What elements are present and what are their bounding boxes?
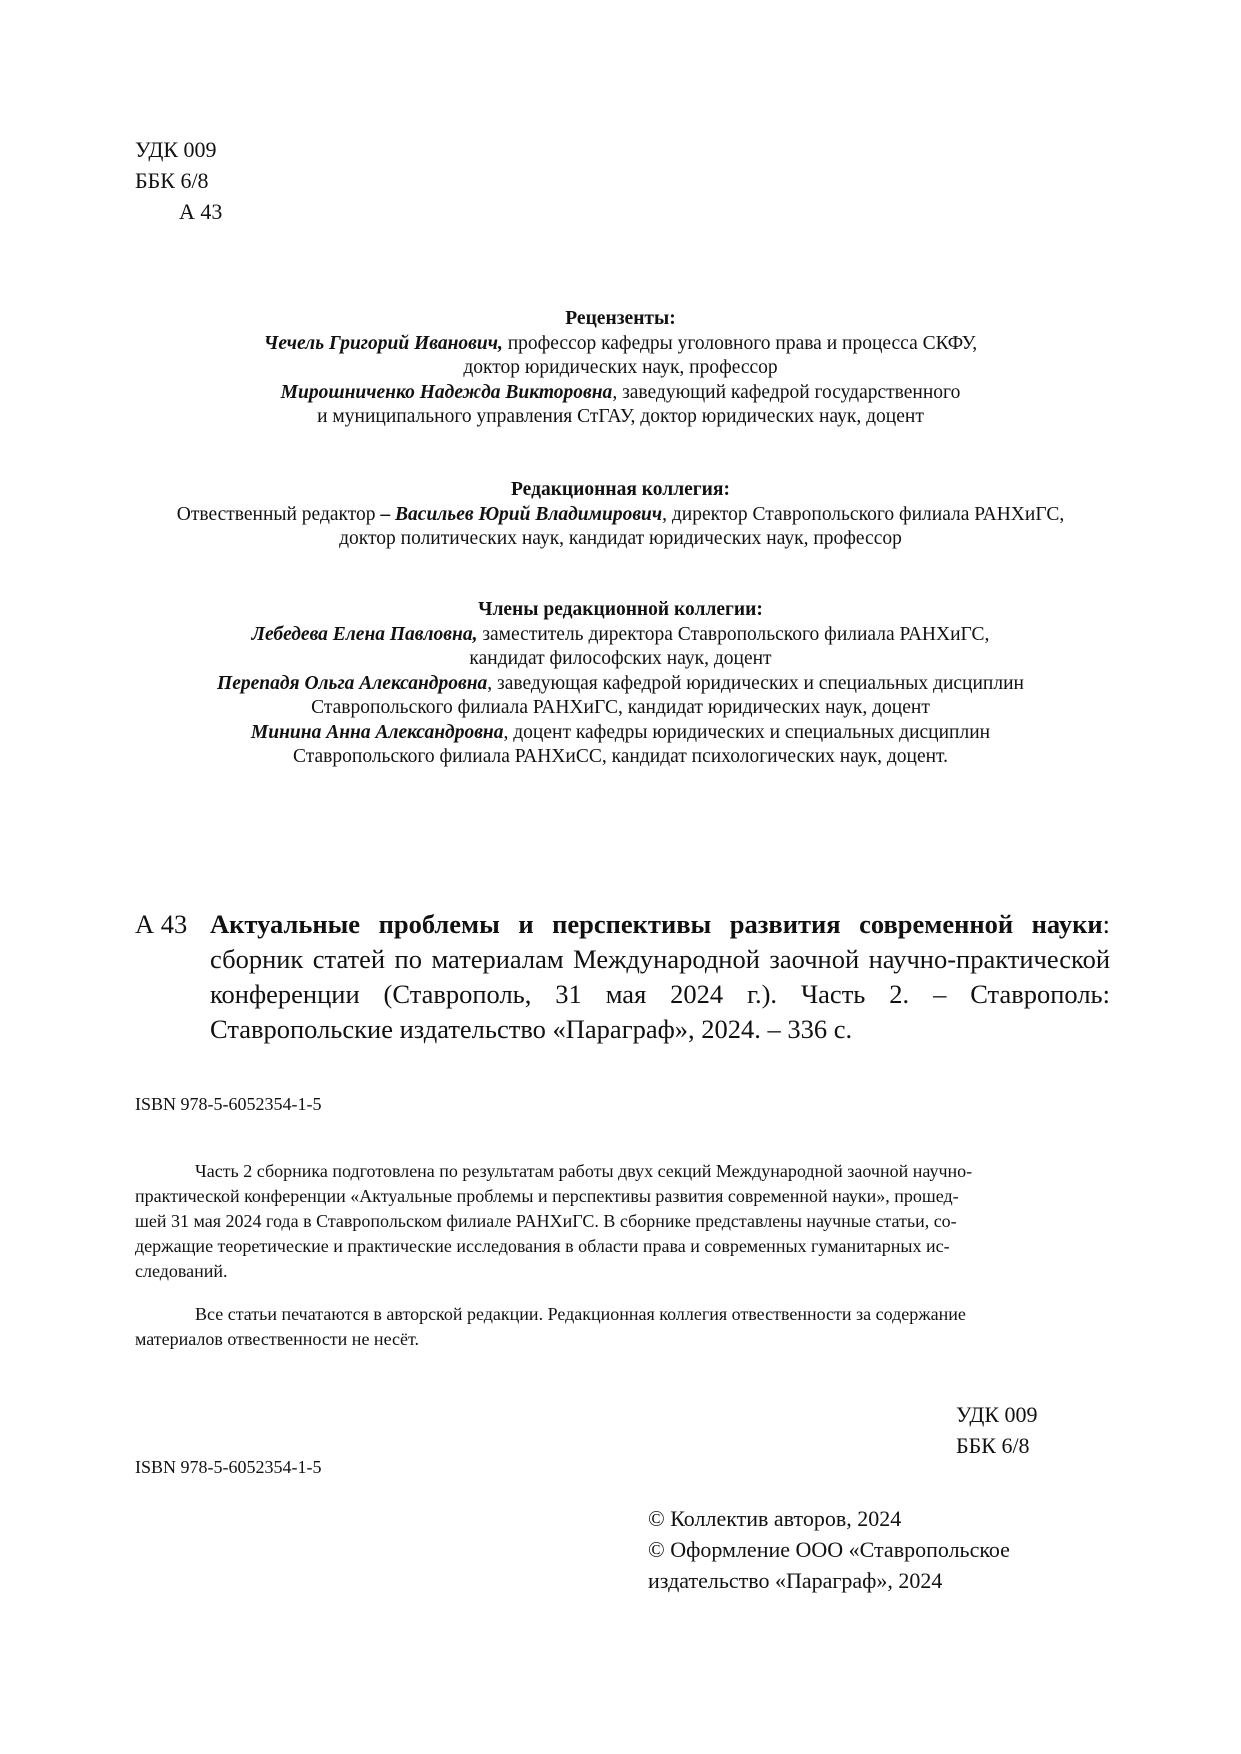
- description-paragraph-1: [135, 1159, 1098, 1284]
- member-3-line-1: Минина Анна Александровна, доцент кафедры юридических и специальных дисциплин: [250, 721, 991, 743]
- member-1-line-1: Лебедева Елена Павловна, заместитель директора Ставропольского филиала РАНХиГС,: [251, 623, 990, 645]
- member-2-line-1: Перепадя Ольга Александровна, заведующая кафедрой юридических и специальных дисциплин: [217, 672, 1024, 694]
- isbn-top: ISBN 978-5-6052354-1-5: [135, 1094, 322, 1114]
- editor-name: Васильев Юрий Владимирович: [390, 503, 663, 525]
- bbk-code: ББК 6/8: [135, 168, 209, 193]
- annotation-mark: А 43: [135, 909, 188, 939]
- reviewers-section: [0, 307, 1241, 430]
- description-line: держащие теоретические и практические исследования в области права и современных гуманитарных ис-: [135, 1236, 950, 1256]
- description-line: шей 31 мая 2024 года в Ставропольском филиале РАНХиГС. В сборнике представлены научные статьи, со-: [135, 1211, 957, 1231]
- editor-dash: –: [380, 503, 391, 525]
- copyright-line-1: © Коллектив авторов, 2024: [648, 1506, 902, 1531]
- reviewer-2-name: Мирошниченко Надежда Викторовна: [280, 381, 613, 403]
- author-mark: А 43: [179, 199, 223, 224]
- description-line: Все статьи печатаются в авторской редакции. Редакционная коллегия отвественности за содержание: [195, 1304, 966, 1324]
- member-2-line-2: Ставропольского филиала РАНХиГС, кандидат юридических наук, доцент: [311, 697, 930, 718]
- board-members-heading: Члены редакционной коллегии:: [478, 599, 763, 620]
- udk-code: УДК 009: [135, 137, 217, 162]
- member-1-line-2: кандидат философских наук, доцент: [469, 648, 772, 669]
- editorial-board-heading: Редакционная коллегия:: [511, 479, 730, 500]
- reviewer-2-line-2: и муниципального управления СтГАУ, доктор юридических наук, доцент: [317, 406, 924, 427]
- description-line: практической конференции «Актуальные проблемы и перспективы развития современной науки», прошед-: [135, 1186, 959, 1206]
- copyright-line-3: издательство «Параграф», 2024: [648, 1568, 943, 1593]
- reviewer-1-line-1: Чечель Григорий Иванович, профессор кафедры уголовного права и процесса СКФУ,: [263, 332, 978, 354]
- member-3-name: Минина Анна Александровна: [250, 721, 504, 743]
- footer-udk-code: УДК 009: [956, 1402, 1038, 1427]
- description-line: материалов отвественности не несёт.: [135, 1329, 419, 1349]
- board-members-section: [0, 598, 1241, 770]
- header-index: [135, 134, 222, 227]
- reviewer-1-name: Чечель Григорий Иванович,: [263, 332, 503, 354]
- member-3-line-2: Ставропольского филиала РАНХиСС, кандидат психологических наук, доцент.: [293, 746, 948, 767]
- copyright-line-2: © Оформление ООО «Ставропольское: [648, 1537, 1010, 1562]
- reviewer-2-line-1: Мирошниченко Надежда Викторовна, заведующий кафедрой государственного: [280, 381, 961, 403]
- footer-index: [956, 1399, 1038, 1461]
- annotation-rest: : сборник статей по материалам Международной заочной научно-практической конференции (Ставрополь, 31 мая 2024 г.). Часть 2. – Ставрополь: Ставропольские издательство «Параграф», 2024. – 336 с.: [210, 909, 1110, 1044]
- annotation-text: [210, 907, 1110, 1047]
- description-paragraph-2: [135, 1302, 1098, 1352]
- copyright-block: [648, 1503, 1010, 1596]
- footer-bbk-code: ББК 6/8: [956, 1433, 1030, 1458]
- annotation-title: Актуальные проблемы и перспективы развития современной науки: [210, 909, 1103, 939]
- description-line: Часть 2 сборника подготовлена по результатам работы двух секций Международной заочной научно-: [195, 1161, 973, 1181]
- member-2-name: Перепадя Ольга Александровна: [217, 672, 488, 694]
- editor-line-2: доктор политических наук, кандидат юридических наук, профессор: [339, 528, 902, 549]
- editorial-board-section: [0, 478, 1241, 552]
- description-line: следований.: [135, 1261, 228, 1281]
- isbn-bottom: ISBN 978-5-6052354-1-5: [135, 1457, 322, 1477]
- member-1-name: Лебедева Елена Павловна,: [251, 623, 478, 645]
- reviewers-heading: Рецензенты:: [565, 308, 676, 329]
- editor-line-1: Отвественный редактор – Васильев Юрий Владимирович, директор Ставропольского филиала РАНХиГС,: [176, 503, 1065, 525]
- reviewer-1-line-2: доктор юридических наук, профессор: [463, 357, 778, 378]
